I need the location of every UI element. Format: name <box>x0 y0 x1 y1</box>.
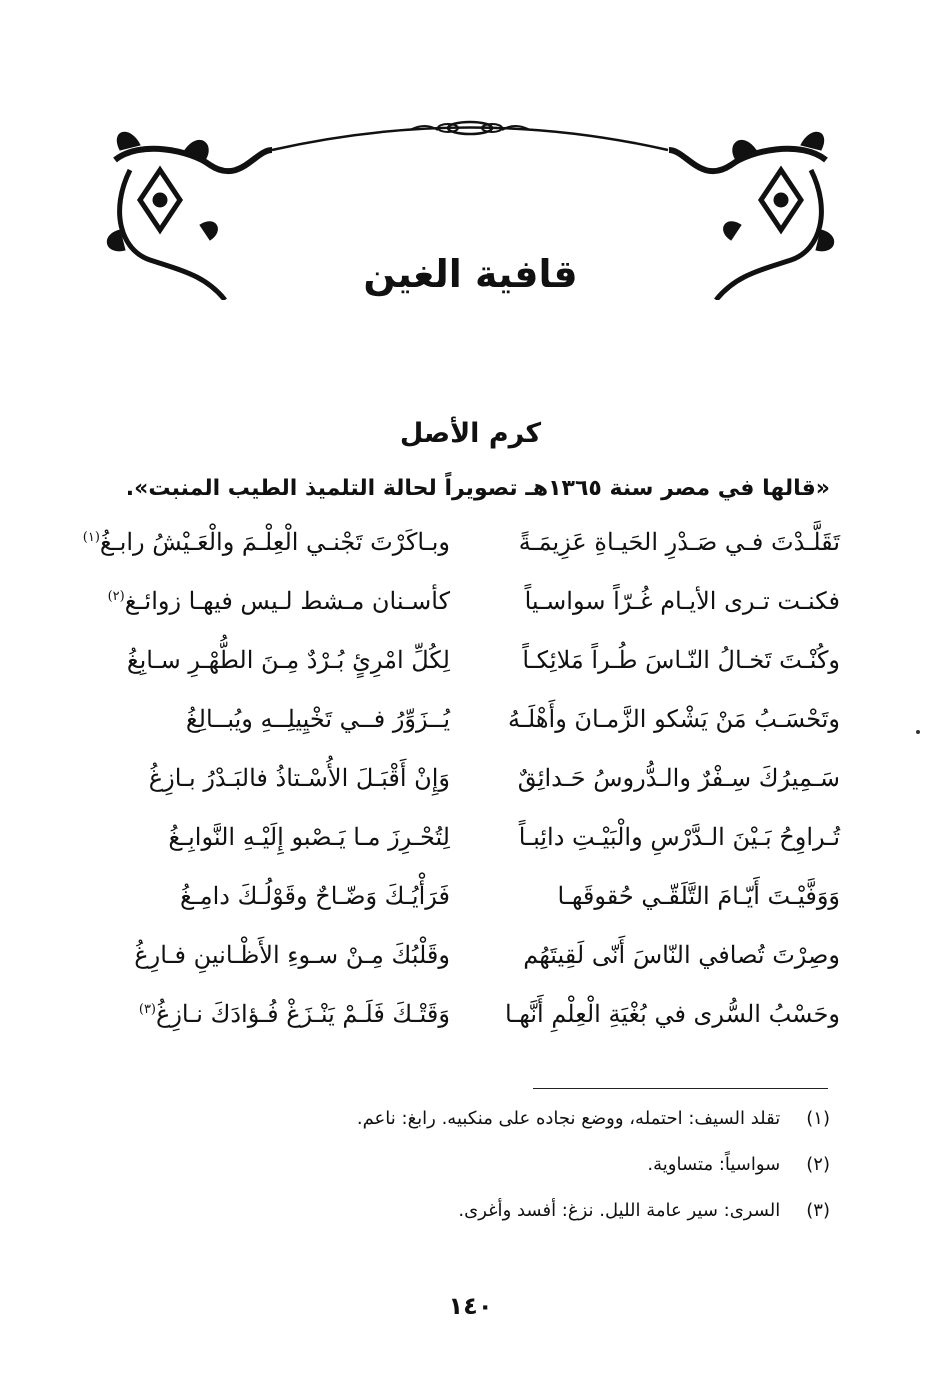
margin-dot <box>916 730 920 734</box>
footnote-1 <box>150 1108 830 1154</box>
verse-9 <box>100 1000 840 1059</box>
verse-first-half: تُـراوِحُ بَـيْنَ الـدَّرْسِ والْبَيْـتِ دائِبـاً <box>518 823 840 851</box>
verse-second-text: فَرَأْيُـكَ وَضّـاحٌ وقَوْلُـكَ دامِـغُ <box>179 882 450 910</box>
page-number: ١٤٠ <box>448 1292 493 1320</box>
verse-7 <box>100 882 840 941</box>
verse-first-half: وكُنْـتَ تَخـالُ النّـاسَ طُـراً مَلائِكـاً <box>522 646 840 674</box>
footnote-separator <box>533 1088 828 1089</box>
footnote-ref: (٣) <box>138 1002 156 1017</box>
footnotes <box>150 1108 830 1246</box>
chapter-title: قافية الغين <box>363 252 578 296</box>
verse-second-text: لِتُحْـرِزَ مـا يَـصْبو إِلَيْـهِ النَّوابِـغُ <box>168 823 450 851</box>
verse-first-half: وتَحْسَـبُ مَنْ يَشْكو الزَّمـانَ وأَهْلَـهُ <box>508 705 840 733</box>
verse-first-half: فكنـت تـرى الأيـام غُـرّاً سواسـياً <box>524 587 840 615</box>
verse-first-half: تَقَلَّـدْتَ فـي صَـدْرِ الحَيـاةِ عَزِيمَـةً <box>518 528 840 556</box>
footnote-text: سواسياً: متساوية. <box>647 1154 781 1175</box>
poem-intro: «قالها في مصر سنة ١٣٦٥هـ تصويراً لحالة التلميذ الطيب المنبت». <box>125 476 830 501</box>
footnote-ref: (١) <box>82 530 100 545</box>
verse-5 <box>100 764 840 823</box>
verse-second-half <box>100 646 450 674</box>
verse-2 <box>100 587 840 646</box>
verse-4 <box>100 705 840 764</box>
verse-second-text: لِكُلِّ امْرِئٍ بُـرْدٌ مِـنَ الطُّهْـرِ سـابِغُ <box>126 646 450 674</box>
verse-8 <box>100 941 840 1000</box>
verse-second-half <box>100 1000 450 1028</box>
verse-second-text: وَقَتْـكَ فَلَـمْ يَنْـزَغْ فُـؤادَكَ نـازِغُ <box>156 1000 450 1028</box>
verse-second-text: وقَلْبُكَ مِـنْ سـوءِ الأَظْـانينِ فـارِغُ <box>134 941 450 969</box>
footnote-text: تقلد السيف: احتمله، ووضع نجاده على منكبيه. رابغ: ناعم. <box>356 1108 781 1129</box>
verse-second-half <box>100 705 450 733</box>
verse-second-text: كأسـنان مـشط لـيس فيهـا زوائـغ <box>124 587 450 615</box>
verse-second-half <box>100 764 450 792</box>
footnote-ref: (٢) <box>107 589 125 604</box>
verse-first-half: وصِرْتَ تُصافي النّاسَ أَنّى لَقِيتَهُم <box>523 941 840 969</box>
verse-second-half <box>100 882 450 910</box>
verse-1 <box>82 528 840 587</box>
footnote-number: (٢) <box>806 1154 830 1175</box>
verse-second-half <box>100 823 450 851</box>
verse-second-half <box>82 528 450 556</box>
poem-verses <box>82 528 840 1059</box>
verse-3 <box>100 646 840 705</box>
footnote-2 <box>150 1154 830 1200</box>
footnote-number: (٣) <box>806 1200 830 1221</box>
verse-first-half: سَـمِيرُكَ سِـفْرٌ والـدُّروسُ حَـدائِقٌ <box>517 764 840 792</box>
verse-first-half: وحَسْبُ السُّرى في بُغْيَةِ الْعِلْمِ أَنَّهـا <box>504 1000 840 1028</box>
verse-second-half <box>100 587 450 615</box>
verse-6 <box>100 823 840 882</box>
footnote-number: (١) <box>806 1108 830 1129</box>
poem-title: كرم الأصل <box>399 418 542 449</box>
verse-second-text: وَإِنْ أَقْبَـلَ الأُسْـتاذُ فالبَـدْرُ بـازِغُ <box>148 764 450 792</box>
verse-second-half <box>100 941 450 969</box>
footnote-text: السرى: سير عامة الليل. نزغ: أفسد وأغرى. <box>458 1200 781 1221</box>
verse-first-half: وَوَفَّيْـتَ أَيّـامَ التَّلَقّـي حُقوقَهـا <box>557 882 840 910</box>
footnote-3 <box>150 1200 830 1246</box>
verse-second-text: يُــزَوِّرُ فــي تَخْيِيلِــهِ ويُبــالِغُ <box>185 705 450 733</box>
verse-second-text: وبـاكَرْتَ تَجْنـي الْعِلْـمَ والْعَـيْشُ رابـغُ <box>99 528 450 556</box>
